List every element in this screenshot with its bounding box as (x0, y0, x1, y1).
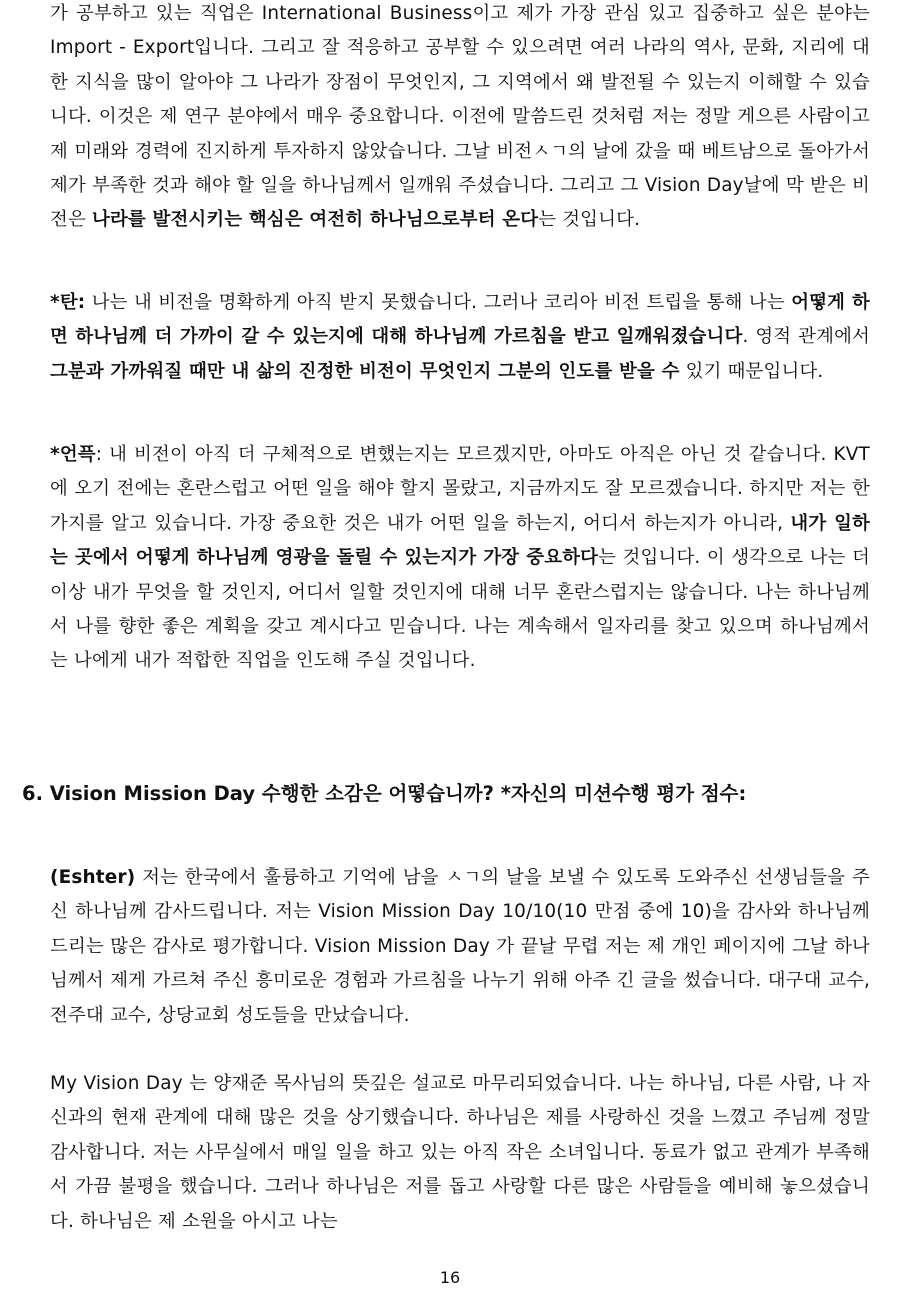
tan-text-1: 나는 내 비전을 명확하게 아직 받지 못했습니다. 그러나 코리아 비전 트립을 통해 나는 (85, 292, 792, 313)
esther-paragraph-1 (50, 861, 870, 1033)
page-number: 16 (439, 1268, 461, 1287)
esther-paragraph-2: My Vision Day 는 양재준 목사님의 뜻깊은 설교로 마무리되었습니다. 나는 하나님, 다른 사람, 나 자신과의 현재 관계에 대해 많은 것을 상기했습니다. 하나님은 제를 사랑하신 것을 느꼈고 주님께 정말 감사합니다. 저는 사무실에서 매일 일을 하고 있는 아직 작은 소녀입니다. 동료가 없고 관계가 부족해서 가끔 불평을 했습니다. 그러나 하나님은 저를 돕고 사랑할 다른 많은 사람들을 예비해 놓으셨습니다. 하나님은 제 소원을 아시고 나는 (50, 1073, 870, 1232)
eon-paragraph (50, 438, 870, 679)
tan-bold-1: 어떻게 하면 하나님께 더 가까이 갈 수 있는지에 대해 하나님께 가르침을 받고 일깨워졌습니다 (50, 292, 870, 348)
tan-label: *탄: (50, 292, 86, 313)
eon-text-2: 는 것입니다. 이 생각으로 나는 더 이상 내가 무엇을 할 것인지, 어디서 일할 것인지에 대해 너무 혼란스럽지는 않습니다. 나는 하나님께서 나를 향한 좋은 계획을 갖고 계시다고 믿습니다. 나는 계속해서 일자리를 찾고 있으며 하나님께서는 나에게 내가 적합한 직업을 인도해 주실 것입니다. (50, 547, 870, 672)
section-6-heading: 6. Vision Mission Day 수행한 소감은 어떻습니까? *자신의 미션수행 평가 점수: (22, 782, 747, 805)
intro-text-2: 는 것입니다. (538, 209, 641, 231)
eon-label: *언픅 (50, 444, 96, 465)
esther-label: (Eshter) (50, 867, 136, 888)
intro-bold-1: 나라를 발전시키는 핵심은 여전히 하나님으로부터 온다 (91, 209, 539, 231)
esther-text-1: 저는 한국에서 훌륭하고 기억에 남을 ㅅㄱ의 날을 보낼 수 있도록 도와주신 선생님들을 주신 하나님께 감사드립니다. 저는 Vision Mission Day 10/10(10 만점 중에 10)을 감사와 하나님께 드리는 많은 감사로 평가합니다. Vision Mission Day 가 끝날 무렵 저는 제 개인 페이지에 그날 하나님께서 제게 가르쳐 주신 흥미로운 경험과 가르침을 나누기 위해 아주 긴 글을 썼습니다. 대구대 교수, 전주대 교수, 상당교회 성도들을 만났습니다. (50, 867, 870, 1026)
intro-text-1: 가 공부하고 있는 직업은 International Business이고 제가 가장 관심 있고 집중하고 싶은 분야는 Import - Export입니다. 그리고 잘 적응하고 공부할 수 있으려면 여러 나라의 역사, 문화, 지리에 대한 지식을 많이 알아야 그 나라가 장점이 무엇인지, 그 지역에서 왜 발전될 수 있는지 이해할 수 있습니다. 이것은 제 연구 분야에서 매우 중요합니다. 이전에 말씀드린 것처럼 저는 정말 게으른 사람이고 제 미래와 경력에 진지하게 투자하지 않았습니다. 그날 비전ㅅㄱ의 날에 갔을 때 베트남으로 돌아가서 제가 부족한 것과 해야 할 일을 하나님께서 일깨워 주셨습니다. 그리고 그 Vision Day날에 막 받은 비전은 (50, 3, 870, 231)
eon-text-1: : 내 비전이 아직 더 구체적으로 변했는지는 모르겠지만, 아마도 아직은 아닌 것 같습니다. KVT에 오기 전에는 혼란스럽고 어떤 일을 해야 할지 몰랐고, 지금까지도 잘 모르겠습니다. 하지만 저는 한 가지를 알고 있습니다. 가장 중요한 것은 내가 어떤 일을 하는지, 어디서 하는지가 아니라, (50, 444, 870, 534)
tan-paragraph (50, 286, 870, 389)
intro-paragraph (50, 0, 870, 238)
eon-bold-1: 내가 일하는 곳에서 어떻게 하나님께 영광을 돌릴 수 있는지가 가장 중요하다 (50, 512, 870, 569)
tan-bold-2: 그분과 가까워질 때만 내 삶의 진정한 비전이 무엇인지 그분의 인도를 받을 수 (50, 360, 680, 382)
tan-text-3: 있기 때문입니다. (679, 360, 824, 382)
tan-text-2: . 영적 관계에서 (742, 326, 870, 348)
